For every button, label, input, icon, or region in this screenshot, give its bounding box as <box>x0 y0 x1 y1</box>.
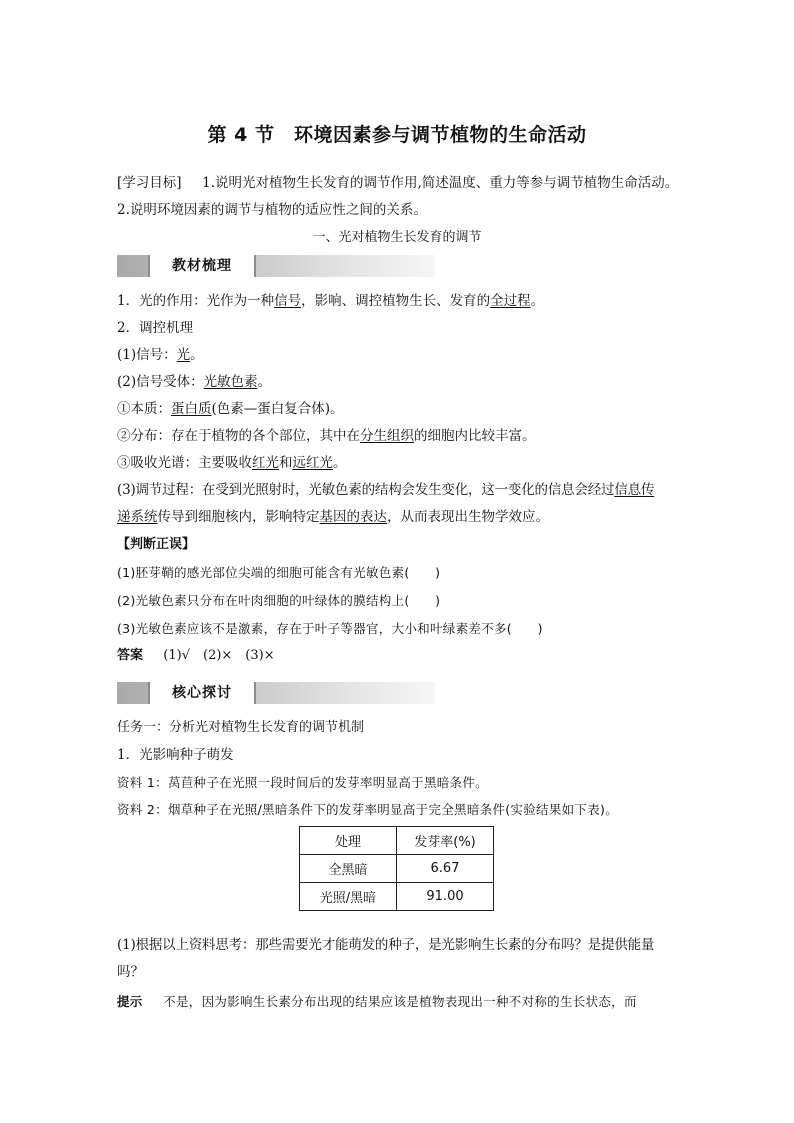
text-span: ①本质： <box>117 401 171 417</box>
text-span: 。 <box>530 293 545 309</box>
data-2-text: 烟草种子在光照/黑暗条件下的发芽率明显高于完全黑暗条件(实验结果如下表)。 <box>167 802 619 817</box>
underlined-term: 红光 <box>252 455 279 471</box>
table-cell: 光照/黑暗 <box>300 883 397 911</box>
table-cell: 全黑暗 <box>300 855 397 883</box>
text-span: 传导到细胞核内，影响特定 <box>157 509 320 525</box>
table-row <box>300 855 494 883</box>
text-span: ③吸收光谱：主要吸收 <box>117 455 252 471</box>
table-header-cell: 发芽率(%) <box>397 827 494 855</box>
text-span: ，从而表现出生物学效应。 <box>387 509 549 525</box>
text-span: 和 <box>279 455 293 471</box>
judge-question-3: (3)光敏色素应该不是激素，存在于叶子等器官，大小和叶绿素差不多( ) <box>117 621 543 636</box>
underlined-term: 全过程 <box>490 293 531 309</box>
question-line-2: 吗？ <box>117 964 144 980</box>
task-heading: 任务一：分析光对植物生长发育的调节机制 <box>117 720 365 735</box>
text-span: (2)信号受体： <box>117 374 204 390</box>
data-2-label: 资料 2： <box>117 802 168 817</box>
text-span: (3)调节过程：在受到光照射时，光敏色素的结构会发生变化，这一变化的信息会经过 <box>117 482 615 498</box>
section-header-core <box>117 682 435 704</box>
table-cell: 91.00 <box>397 883 494 911</box>
hint-text: 不是，因为影响生长素分布出现的结果应该是植物表现出一种不对称的生长状态，而 <box>163 994 637 1009</box>
table-header-row <box>300 827 494 855</box>
underlined-term: 递系统 <box>117 509 158 525</box>
text-span: (色素—蛋白复合体)。 <box>211 401 344 417</box>
textbook-line-1 <box>117 291 544 311</box>
underlined-term: 信息传 <box>614 482 655 498</box>
page-title: 第 4 节 环境因素参与调节植物的生命活动 <box>207 124 587 146</box>
text-span: 1．光的作用：光作为一种 <box>117 293 275 309</box>
objectives-line-1 <box>117 173 678 193</box>
underlined-term: 分生组织 <box>360 428 414 444</box>
textbook-line-5 <box>117 399 344 419</box>
underlined-term: 蛋白质 <box>171 401 212 417</box>
objective-1: 1.说明光对植物生长发育的调节作用,简述温度、重力等参与调节植物生命活动。 <box>202 175 679 191</box>
textbook-line-3 <box>117 345 204 365</box>
underlined-term: 远红光 <box>292 455 333 471</box>
data-2 <box>117 800 618 820</box>
section-label-core: 核心探讨 <box>172 685 232 701</box>
text-span: 。 <box>333 455 347 471</box>
question-line-1: (1)根据以上资料思考：那些需要光才能萌发的种子，是光影响生长素的分布吗？是提供能量 <box>117 937 655 953</box>
textbook-line-4 <box>117 372 271 392</box>
section-label-textbook: 教材梳理 <box>172 258 232 274</box>
objective-2: 2.说明环境因素的调节与植物的适应性之间的关系。 <box>117 202 427 218</box>
text-span: 。 <box>190 347 204 363</box>
answer-label: 答案 <box>117 648 144 663</box>
judge-question-2: (2)光敏色素只分布在叶肉细胞的叶绿体的膜结构上( ) <box>117 593 441 608</box>
underlined-term: 信号 <box>274 293 302 309</box>
subheading-seed-germination: 1．光影响种子萌发 <box>117 747 234 763</box>
text-span: (1)信号： <box>117 347 177 363</box>
section-header-textbook <box>117 255 435 277</box>
judge-question-1: (1)胚芽鞘的感光部位尖端的细胞可能含有光敏色素( ) <box>117 565 441 580</box>
underlined-term: 光敏色素 <box>203 374 258 390</box>
judge-answer <box>117 646 275 666</box>
data-1-label: 资料 1： <box>117 775 168 790</box>
underlined-term: 基因的表达 <box>319 509 387 525</box>
objectives-label: [学习目标] <box>117 175 182 191</box>
textbook-line-6 <box>117 426 536 446</box>
part1-heading: 一、光对植物生长发育的调节 <box>312 230 482 245</box>
data-1-text: 莴苣种子在光照一段时间后的发芽率明显高于黑暗条件。 <box>167 775 488 790</box>
textbook-line-9 <box>117 507 549 527</box>
answer-text: (1)√ (2)× (3)× <box>163 648 275 663</box>
germination-table <box>299 826 494 911</box>
table-header-cell: 处理 <box>300 827 397 855</box>
text-span: 的细胞内比较丰富。 <box>414 428 536 444</box>
table-row <box>300 883 494 911</box>
text-span: ②分布：存在于植物的各个部位，其中在 <box>117 428 360 444</box>
judge-heading: 【判断正误】 <box>117 537 196 552</box>
underlined-term: 光 <box>176 347 191 363</box>
hint-label: 提示 <box>117 994 143 1009</box>
textbook-line-8 <box>117 480 654 500</box>
textbook-line-7 <box>117 453 347 473</box>
hint <box>117 992 637 1012</box>
text-span: ，影响、调控植物生长、发育的 <box>301 293 491 309</box>
table-cell: 6.67 <box>397 855 494 883</box>
text-span: 。 <box>257 374 272 390</box>
data-1 <box>117 773 488 793</box>
textbook-line-2: 2．调控机理 <box>117 320 194 336</box>
